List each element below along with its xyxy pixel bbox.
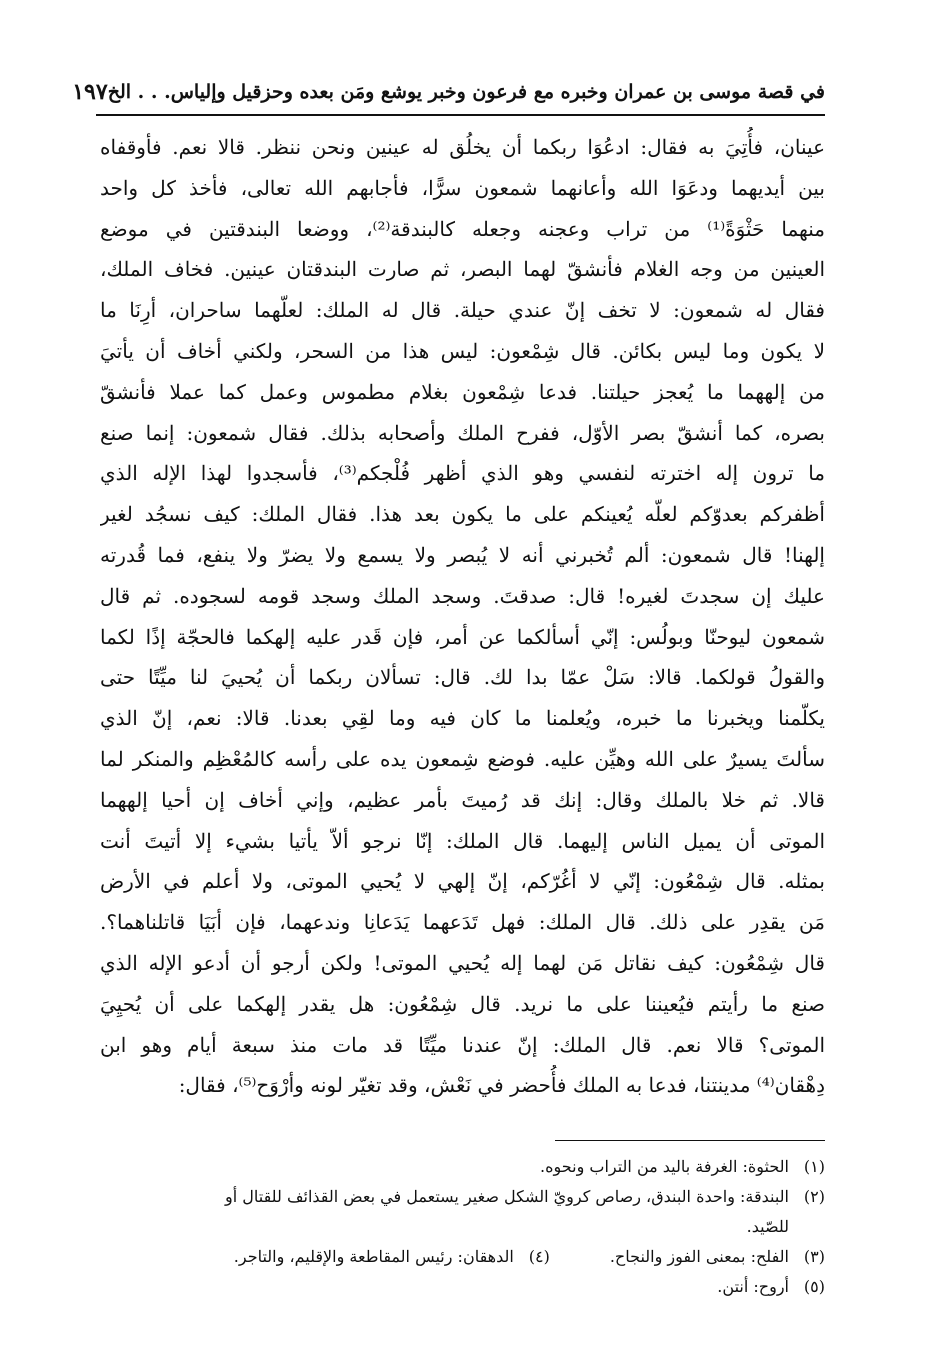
text-line: قالا. ثم خلا بالملك وقال: إنك قد رُميتَ بأمر عظيم، وإني أخاف إن أحيا إلههما — [100, 787, 825, 812]
chapter-title: في قصة موسى بن عمران وخبره مع فرعون وخبر يوشع ومَن بعده وحزقيل وإلياس. . . الخ — [107, 81, 825, 103]
footnote-number: (٣) — [803, 1247, 825, 1266]
footnote-3-text: الفلح: بمعنى الفوز والنجاح. — [609, 1247, 789, 1266]
footnote-number: (٢) — [803, 1187, 825, 1206]
footnote-text: أروح: أنتن. — [717, 1277, 789, 1296]
text-line: بين أيديهما ودعَوَا الله وأعانهما شمعون سرًّا، فأجابهم الله تعالى، فأخذ كل واحد — [100, 175, 825, 200]
text-line: ما ترون إله اخترته لنفسي وهو الذي أظهر فُلْجكم⁽³⁾، فأسجدوا لهذا الإله الذي — [100, 461, 825, 486]
text-line: إلهنا! قال شمعون: ألم تُخبرني أنه لا يُبصر ولا يسمع ولا يضرّ ولا ينفع، فما قُدرته — [100, 542, 825, 567]
text-line: العينين من وجه الغلام فأنشقّ لهما البصر، ثم صارت البندقتان عينين. فخاف الملك، — [100, 257, 825, 282]
footnote-2 — [100, 1182, 825, 1212]
text-line: والقولُ قولكما. قالا: سَلْ عمّا بدا لك. قال: تسألان ربكما أن يُحييَ لنا ميِّتًا حتى — [100, 665, 825, 690]
main-text — [100, 127, 825, 1106]
text-line: بمثله. قال شِمْعُون: إنّي لا أغُرّكم، إنّ إلهي لا يُحيي الموتى، ولا أعلم في الأرض — [100, 869, 825, 894]
header-divider — [96, 114, 825, 116]
footnote-divider — [555, 1140, 825, 1141]
footnote-text: للصّيد. — [746, 1217, 789, 1236]
text-line: منهما حَثْوَةً⁽¹⁾ من تراب وعجنه وجعله كالبندقة⁽²⁾، ووضعا البندقتين في موضع — [100, 216, 825, 241]
footnote-number: (٤) — [528, 1247, 550, 1266]
text-line: سألتَ يسيرٌ على الله وهيِّن عليه. فوضع شِمعون يده على رأسه كالمُعْظِم والمنكر لما — [100, 746, 825, 771]
footnote-number: (١) — [803, 1157, 825, 1176]
footnote-number: (٥) — [803, 1277, 825, 1296]
text-line: من إلههما ما يُعجز حيلتنا. فدعا شِمْعون بغلام مطموس وعمل كما عملا فأنشقّ — [100, 379, 825, 404]
text-line: صنع ما رأيتم فيُعيننا على ما نريد. قال شِمْعُون: هل يقدر إلهكما على أن يُحيِيَ — [100, 991, 825, 1016]
text-line: دِهْقان⁽⁴⁾ مدينتنا، فدعا به الملك فأُحضر في نَعْش، وقد تغيّر لونه وأرْوَح⁽⁵⁾، فقال: — [178, 1073, 825, 1098]
text-line: الموتى أن يميل الناس إليهما. قال الملك: إنّا نرجو ألاّ يأتيا بشيء إلا أتيتَ أنت — [100, 828, 825, 853]
footnote-2-continuation — [100, 1212, 825, 1242]
text-line: فقال له شمعون: لا تخف إنّ عندي حيلة. قال له الملك: لعلّهما ساحران، أرِنَا ما — [100, 298, 825, 323]
page-number: ١٩٧ — [72, 79, 108, 105]
text-line: عينان، فأُتِيَ به فقال: ادعُوَا ربكما أن يخلُق له عينين ونحن ننظر. قالا نعم. فأوقفاه — [100, 135, 825, 159]
footnote-text: البندقة: واحدة البندق، رصاص كرويّ الشكل صغير يستعمل في بعض القذائف للقتال أو — [225, 1187, 789, 1206]
text-line: مَن يقدِر على ذلك. قال الملك: فهل تَدَعهما يَدَعانِا وندعهما، فإن أبَيَا قاتلناهما؟. — [100, 910, 825, 935]
text-line: يكلّمنا ويخبرنا ما خبره، ويُعلمنا ما كان فيه وما لقِي بعدنا. قالا: نعم، إنّ الذي — [100, 706, 825, 731]
text-line: عليك إن سجدتَ لغيره! قال: صدقتَ. وسجد الملك وسجد قومه لسجوده. ثم قال — [100, 583, 825, 608]
text-line: شمعون ليوحنّا وبولُس: إنّي أسألكما عن أمر، فإن قَدر عليه إلهكما فالحجّة إذًا لكما — [100, 624, 825, 649]
text-line: قال شِمْعُون: كيف نقاتل مَن لهما إله يُحيي الموتى! ولكن أرجو أن أدعو الإله الذي — [100, 950, 825, 975]
text-line: لا يكون وما ليس بكائن. قال شِمْعون: ليس هذا من السحر، ولكني أخاف أن يأتيَ — [100, 338, 825, 363]
running-header — [72, 74, 825, 110]
footnotes — [100, 1152, 825, 1302]
footnote-text: الحثوة: الغرفة باليد من التراب ونحوه. — [540, 1157, 789, 1176]
text-line: أظفركم بعدوّكم لعلّه يُعينكم على ما يكون بعد هذا. فقال الملك: كيف نسجُد لغير — [100, 502, 825, 527]
text-line: الموتى؟ قالا نعم. قال الملك: إنّ عندنا ميِّتًا قد مات منذ سبعة أيام وهو ابن — [100, 1032, 825, 1057]
footnote-5 — [100, 1272, 825, 1302]
text-line: بصره، كما أنشقّ بصر الأوّل، ففرح الملك وأصحابه بذلك. فقال شمعون: إنما صنع — [100, 420, 825, 445]
footnote-row-3-4 — [100, 1242, 825, 1272]
footnote-4 — [234, 1242, 550, 1272]
footnote-4-text: الدهقان: رئيس المقاطعة والإقليم، والتاجر. — [233, 1247, 514, 1266]
footnote-1 — [100, 1152, 825, 1182]
